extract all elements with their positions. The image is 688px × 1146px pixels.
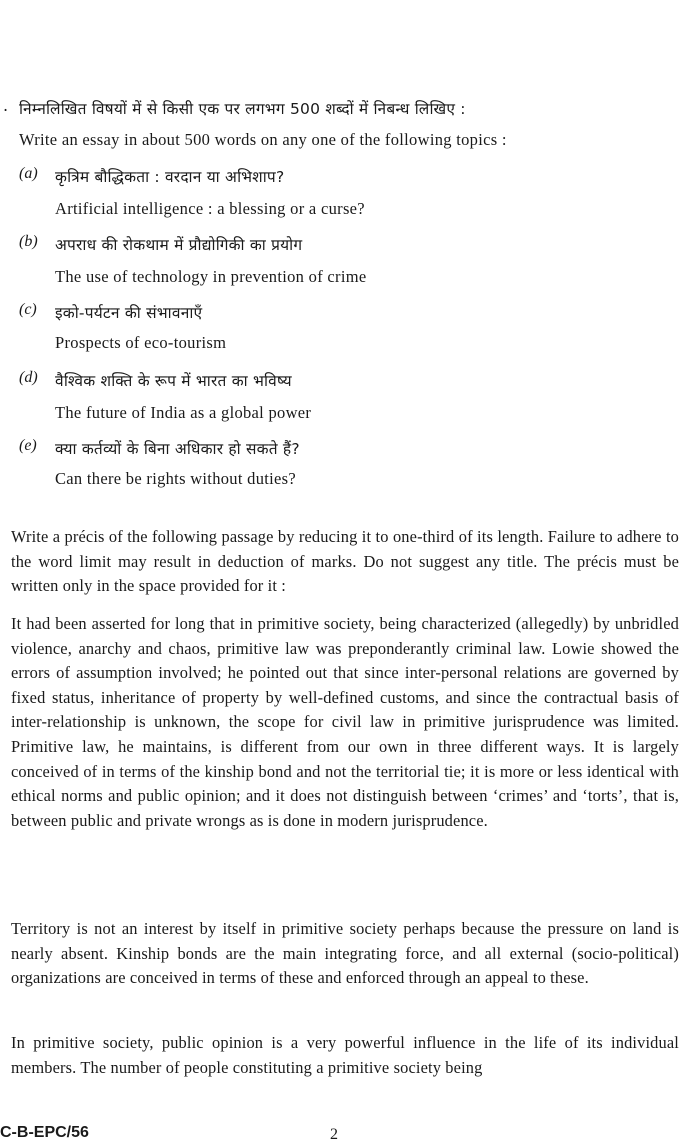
passage-paragraph: It had been asserted for long that in primitive society, being characterized (allegedly) by unbridled violence, anarchy and chaos, primitive law was preponderantly criminal law. Lowie showed the errors of assumption involved; he pointed out that since inter-personal relations are governed by fixed status, inheritance of property by well-defined customs, and since the contractual basis of inter-relationship is unknown, the scope for civil law in primitive jurisprudence was limited. Primitive law, he maintains, is different from our own in three different ways. It is largely conceived of in terms of the kinship bond and not the territorial tie; it is more or less identical with ethical norms and public opinion; and it does not distinguish between ‘crimes’ and ‘torts’, that is, between public and private wrongs as is done in modern jurisprudence. <box>11 614 679 830</box>
topic-hindi: कृत्रिम बौद्धिकता : वरदान या अभिशाप? <box>55 168 285 186</box>
topic-english: Can there be rights without duties? <box>55 469 296 488</box>
topic-marker: (d) <box>19 369 38 386</box>
topic-english: Prospects of eco-tourism <box>55 333 227 352</box>
page-number: 2 <box>330 1126 338 1143</box>
precis-instruction: Write a précis of the following passage by reducing it to one-third of its length. Failure to adhere to the word limit may result in deduction of marks. Do not suggest any title. The précis must be written only in the space provided for it : <box>11 527 679 596</box>
topic-english: The use of technology in prevention of crime <box>55 267 367 286</box>
topic-hindi: क्या कर्तव्यों के बिना अधिकार हो सकते हैं? <box>55 440 300 458</box>
topic-english: Artificial intelligence : a blessing or a curse? <box>55 199 365 218</box>
topic-marker: (c) <box>19 301 37 318</box>
question-instruction-english: Write an essay in about 500 words on any one of the following topics : <box>19 130 507 149</box>
paper-code: C-B-EPC/56 <box>0 1124 89 1141</box>
topic-hindi: अपराध की रोकथाम में प्रौद्योगिकी का प्रयोग <box>55 236 303 254</box>
topic-marker: (e) <box>19 437 37 454</box>
passage-paragraph: Territory is not an interest by itself in primitive society perhaps because the pressure on land is nearly absent. Kinship bonds are the main integrating force, and all external (socio-political) organizations are conceived in terms of these and enforced through an appeal to these. <box>11 919 679 988</box>
question-instruction-hindi: निम्नलिखित विषयों में से किसी एक पर लगभग 500 शब्दों में निबन्ध लिखिए : <box>19 100 466 118</box>
topic-marker: (b) <box>19 233 38 250</box>
question-number: . <box>3 96 9 115</box>
topic-marker: (a) <box>19 165 38 182</box>
passage-paragraph: In primitive society, public opinion is a very powerful influence in the life of its individual members. The number of people constituting a primitive society being <box>11 1033 679 1077</box>
topic-english: The future of India as a global power <box>55 403 312 422</box>
topic-hindi: वैश्विक शक्ति के रूप में भारत का भविष्य <box>55 372 292 390</box>
topic-hindi: इको-पर्यटन की संभावनाएँ <box>55 304 203 322</box>
